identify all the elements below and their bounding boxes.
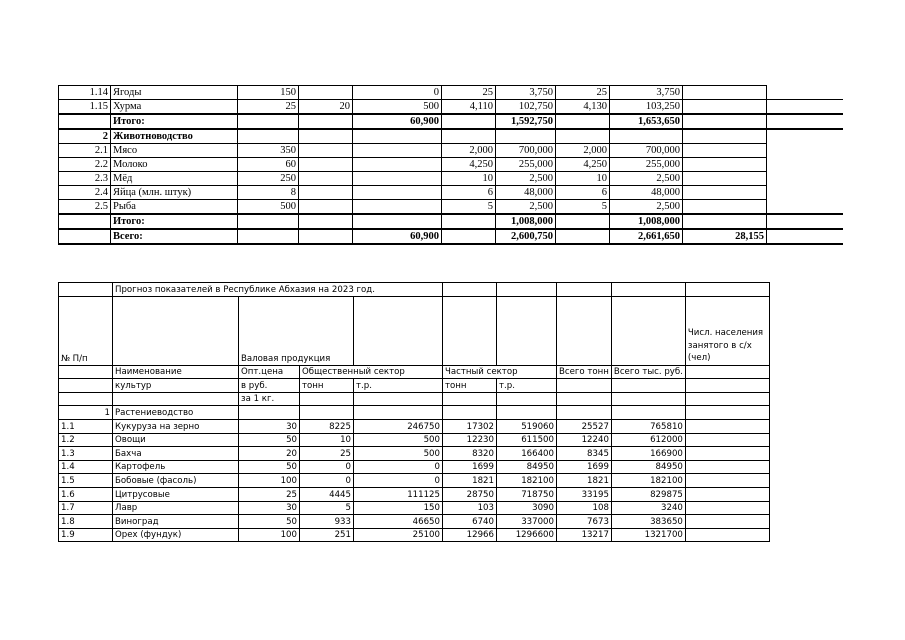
header-tr-1: т.р.	[354, 379, 443, 393]
cell-total-t: 12240	[557, 433, 612, 447]
table-row	[59, 419, 770, 433]
cell-priv-t: 10	[442, 172, 496, 186]
cell-no: 2	[59, 129, 111, 144]
header-total-t: Всего тонн	[557, 365, 612, 379]
cell	[497, 392, 557, 406]
cell-name: Животноводство	[111, 129, 238, 144]
table-row	[59, 474, 770, 488]
cell-priv-t: 8320	[443, 447, 497, 461]
table-row	[59, 487, 770, 501]
cell-no: 1.2	[59, 433, 113, 447]
cell	[685, 392, 769, 406]
cell-name: Итого:	[111, 114, 238, 129]
cell-price: 100	[239, 528, 300, 542]
header-gross: Валовая продукция	[239, 296, 354, 365]
cell-name: Орех (фундук)	[113, 528, 239, 542]
cell-name: Картофель	[113, 460, 239, 474]
cell-priv-tr: 2,600,750	[496, 229, 556, 244]
cell-pop	[683, 214, 767, 229]
cell-pub-t: 20	[299, 100, 353, 115]
table-title: Прогноз показателей в Республике Абхазия на 2023 год.	[113, 283, 443, 297]
cell-total-t: 1821	[557, 474, 612, 488]
cell-name: Бобовые (фасоль)	[113, 474, 239, 488]
cell-priv-tr: 611500	[497, 433, 557, 447]
cell-total-tr: 2,500	[610, 200, 683, 215]
table-row	[59, 433, 770, 447]
cell	[443, 406, 497, 420]
table-row	[59, 200, 843, 215]
cell-pub-tr	[353, 158, 442, 172]
cell-pop	[683, 100, 767, 115]
cell-price: 25	[238, 100, 299, 115]
cell	[685, 460, 769, 474]
cell-priv-tr: 48,000	[496, 186, 556, 200]
cell-total-t: 4,130	[556, 100, 610, 115]
cell	[685, 283, 769, 297]
cell-total-t: 13217	[557, 528, 612, 542]
cell-name: Кукуруза на зерно	[113, 419, 239, 433]
cell-total-tr: 255,000	[610, 158, 683, 172]
table-row	[59, 86, 843, 100]
cell	[497, 296, 557, 365]
cell-pub-t	[299, 144, 353, 158]
cell-priv-t: 4,110	[442, 100, 496, 115]
header-tons-2: тонн	[443, 379, 497, 393]
header-name-2: культур	[113, 379, 239, 393]
title-row	[59, 283, 770, 297]
cell	[239, 406, 300, 420]
cell	[59, 392, 113, 406]
cell-priv-tr: 2,500	[496, 172, 556, 186]
cell-priv-tr: 3,750	[496, 86, 556, 100]
header-price-1: Опт.цена	[239, 365, 300, 379]
table-row	[59, 447, 770, 461]
cell-pub-t	[299, 86, 353, 100]
cell-priv-t	[442, 114, 496, 129]
table-row	[59, 186, 843, 200]
cell	[443, 296, 497, 365]
cell-total-t: 4,250	[556, 158, 610, 172]
cell-total-tr: 3,750	[610, 86, 683, 100]
table-row	[59, 172, 843, 186]
cell-no: 1.3	[59, 447, 113, 461]
cell	[557, 283, 612, 297]
table-row	[59, 129, 843, 144]
lower-table	[58, 282, 770, 542]
cell-price: 30	[239, 501, 300, 515]
upper-table-body	[59, 86, 843, 245]
cell-total-t	[556, 229, 610, 244]
cell	[59, 283, 113, 297]
cell	[611, 406, 685, 420]
header-name-1: Наименование	[113, 365, 239, 379]
cell-pub-tr	[353, 172, 442, 186]
cell	[767, 114, 843, 129]
table-row	[59, 501, 770, 515]
cell-total-tr: 700,000	[610, 144, 683, 158]
cell-price: 500	[238, 200, 299, 215]
cell-pub-tr: 500	[354, 447, 443, 461]
cell	[685, 406, 769, 420]
cell-no	[59, 214, 111, 229]
cell-name: Итого:	[111, 214, 238, 229]
cell-total-t: 25	[556, 86, 610, 100]
cell-priv-tr: 84950	[497, 460, 557, 474]
cell-price: 20	[239, 447, 300, 461]
cell-pub-tr: 0	[353, 86, 442, 100]
lower-table-rows	[59, 419, 770, 541]
cell-pub-t	[299, 172, 353, 186]
cell-price: 250	[238, 172, 299, 186]
cell-name: Рыба	[111, 200, 238, 215]
cell-pub-tr: 60,900	[353, 114, 442, 129]
cell-priv-tr: 337000	[497, 515, 557, 529]
cell-priv-t: 6740	[443, 515, 497, 529]
cell-pub-tr	[353, 129, 442, 144]
cell	[497, 283, 557, 297]
upper-table	[58, 85, 843, 245]
cell-name: Овощи	[113, 433, 239, 447]
cell-name: Ягоды	[111, 86, 238, 100]
header-total-tr: Всего тыс. руб.	[611, 365, 685, 379]
cell	[685, 501, 769, 515]
header-row-1	[59, 296, 770, 365]
cell-no: 2.5	[59, 200, 111, 215]
cell-total-t: 25527	[557, 419, 612, 433]
cell-total-tr: 829875	[611, 487, 685, 501]
cell-pop	[683, 86, 767, 100]
section-no: 1	[59, 406, 113, 420]
cell-no: 2.1	[59, 144, 111, 158]
cell-price	[238, 214, 299, 229]
cell-total-tr: 383650	[611, 515, 685, 529]
cell-total-t: 1699	[557, 460, 612, 474]
cell-price: 8	[238, 186, 299, 200]
cell	[767, 158, 843, 172]
cell-priv-tr: 255,000	[496, 158, 556, 172]
cell	[59, 365, 113, 379]
cell-priv-t	[442, 214, 496, 229]
cell-pub-tr	[353, 186, 442, 200]
cell-no	[59, 114, 111, 129]
cell-pub-t	[299, 129, 353, 144]
cell-pub-tr	[353, 200, 442, 215]
cell-pub-tr: 0	[354, 474, 443, 488]
cell-total-t: 2,000	[556, 144, 610, 158]
header-no: № П/п	[59, 296, 113, 365]
cell-total-t: 33195	[557, 487, 612, 501]
cell	[685, 487, 769, 501]
cell-total-tr: 182100	[611, 474, 685, 488]
cell-priv-tr: 700,000	[496, 144, 556, 158]
cell-pop	[683, 200, 767, 215]
cell	[767, 100, 843, 115]
cell-price: 350	[238, 144, 299, 158]
cell-priv-tr: 3090	[497, 501, 557, 515]
cell-price: 50	[239, 433, 300, 447]
cell-no: 2.4	[59, 186, 111, 200]
cell-name: Молоко	[111, 158, 238, 172]
cell-total-t: 7673	[557, 515, 612, 529]
header-tons-1: тонн	[300, 379, 354, 393]
cell-pub-t: 4445	[300, 487, 354, 501]
cell-pub-tr: 111125	[354, 487, 443, 501]
cell-total-t	[556, 214, 610, 229]
cell-total-tr: 48,000	[610, 186, 683, 200]
cell-priv-t: 12966	[443, 528, 497, 542]
cell-pub-tr: 246750	[354, 419, 443, 433]
section-name: Растениеводство	[113, 406, 239, 420]
cell-price	[238, 229, 299, 244]
cell-priv-t	[442, 229, 496, 244]
cell-total-tr: 765810	[611, 419, 685, 433]
cell-pub-tr: 150	[354, 501, 443, 515]
cell-name: Лавр	[113, 501, 239, 515]
cell-pub-tr	[353, 144, 442, 158]
cell	[685, 474, 769, 488]
cell-total-tr: 1321700	[611, 528, 685, 542]
cell-pub-tr: 500	[353, 100, 442, 115]
cell-total-t: 10	[556, 172, 610, 186]
cell-pop	[683, 158, 767, 172]
table-row	[59, 460, 770, 474]
cell-total-t: 6	[556, 186, 610, 200]
cell	[354, 296, 443, 365]
cell-price	[238, 114, 299, 129]
cell	[113, 296, 239, 365]
cell-name: Цитрусовые	[113, 487, 239, 501]
cell-priv-t	[442, 129, 496, 144]
table-row	[59, 144, 843, 158]
table-row	[59, 158, 843, 172]
cell	[685, 365, 769, 379]
cell-pop	[683, 172, 767, 186]
table-row	[59, 515, 770, 529]
cell-pop	[683, 186, 767, 200]
cell	[685, 419, 769, 433]
cell	[59, 379, 113, 393]
lower-table-body	[59, 283, 770, 420]
cell	[611, 296, 685, 365]
cell	[767, 214, 843, 229]
cell-priv-tr: 519060	[497, 419, 557, 433]
cell-no: 1.5	[59, 474, 113, 488]
cell-pub-tr: 60,900	[353, 229, 442, 244]
cell	[767, 186, 843, 200]
cell-priv-tr: 1,592,750	[496, 114, 556, 129]
cell	[557, 392, 612, 406]
cell	[611, 283, 685, 297]
cell-pub-t: 933	[300, 515, 354, 529]
header-population: Числ. населения занятого в с/х (чел)	[685, 296, 769, 365]
cell	[767, 172, 843, 186]
cell-pop	[683, 144, 767, 158]
cell-no: 1.14	[59, 86, 111, 100]
cell-no: 1.9	[59, 528, 113, 542]
cell-total-tr: 3240	[611, 501, 685, 515]
cell-total-tr: 84950	[611, 460, 685, 474]
table-row	[59, 100, 843, 115]
cell-pub-t	[299, 214, 353, 229]
header-public: Общественный сектор	[300, 365, 443, 379]
cell-priv-t: 6	[442, 186, 496, 200]
cell-pop: 28,155	[683, 229, 767, 244]
header-private: Частный сектор	[443, 365, 557, 379]
cell-pub-tr: 25100	[354, 528, 443, 542]
cell-pub-t: 25	[300, 447, 354, 461]
cell-price: 30	[239, 419, 300, 433]
cell	[354, 392, 443, 406]
cell-name: Бахча	[113, 447, 239, 461]
cell	[767, 129, 843, 144]
cell	[113, 392, 239, 406]
cell-priv-tr: 102,750	[496, 100, 556, 115]
cell-total-tr: 2,500	[610, 172, 683, 186]
cell-no: 1.1	[59, 419, 113, 433]
cell-no: 1.7	[59, 501, 113, 515]
cell-priv-tr: 1,008,000	[496, 214, 556, 229]
cell	[611, 392, 685, 406]
cell	[685, 433, 769, 447]
cell	[767, 229, 843, 244]
cell-pub-t: 0	[300, 474, 354, 488]
cell-pub-t: 10	[300, 433, 354, 447]
cell-priv-t: 25	[442, 86, 496, 100]
cell-pub-t	[299, 229, 353, 244]
cell-priv-tr: 718750	[497, 487, 557, 501]
cell-no: 1.6	[59, 487, 113, 501]
cell-priv-tr: 166400	[497, 447, 557, 461]
cell	[557, 379, 612, 393]
cell-priv-t: 4,250	[442, 158, 496, 172]
cell-priv-t: 1699	[443, 460, 497, 474]
header-row-2	[59, 365, 770, 379]
cell	[354, 406, 443, 420]
cell-total-t: 8345	[557, 447, 612, 461]
header-tr-2: т.р.	[497, 379, 557, 393]
cell-total-t: 108	[557, 501, 612, 515]
cell	[685, 447, 769, 461]
cell	[300, 406, 354, 420]
cell-pub-t	[299, 114, 353, 129]
cell	[497, 406, 557, 420]
cell	[300, 392, 354, 406]
header-row-4	[59, 392, 770, 406]
cell-pub-t: 0	[300, 460, 354, 474]
cell-price: 100	[239, 474, 300, 488]
cell-priv-t: 5	[442, 200, 496, 215]
cell-pop	[683, 114, 767, 129]
cell-total-t	[556, 129, 610, 144]
cell-total-tr: 1,653,650	[610, 114, 683, 129]
cell-priv-tr	[496, 129, 556, 144]
cell	[443, 283, 497, 297]
cell-price	[238, 129, 299, 144]
cell	[685, 379, 769, 393]
cell-no: 2.2	[59, 158, 111, 172]
cell-total-tr: 1,008,000	[610, 214, 683, 229]
cell-total-tr: 612000	[611, 433, 685, 447]
cell-pub-tr: 0	[354, 460, 443, 474]
cell-pub-t: 5	[300, 501, 354, 515]
header-price-2: в руб.	[239, 379, 300, 393]
cell-pub-tr: 500	[354, 433, 443, 447]
cell-price: 150	[238, 86, 299, 100]
table-row	[59, 214, 843, 229]
cell	[443, 392, 497, 406]
cell-priv-t: 28750	[443, 487, 497, 501]
cell	[685, 515, 769, 529]
table-row	[59, 229, 843, 244]
cell-total-tr	[610, 129, 683, 144]
cell-price: 50	[239, 515, 300, 529]
cell-pub-t: 8225	[300, 419, 354, 433]
cell	[767, 144, 843, 158]
cell-name: Всего:	[111, 229, 238, 244]
cell-pub-t	[299, 158, 353, 172]
cell-name: Виноград	[113, 515, 239, 529]
cell-priv-t: 17302	[443, 419, 497, 433]
cell-price: 50	[239, 460, 300, 474]
cell	[685, 528, 769, 542]
cell-pub-t	[299, 186, 353, 200]
cell	[767, 86, 843, 100]
cell-priv-tr: 182100	[497, 474, 557, 488]
header-row-3	[59, 379, 770, 393]
cell-total-t	[556, 114, 610, 129]
cell-pub-t: 251	[300, 528, 354, 542]
cell-no: 1.8	[59, 515, 113, 529]
cell-total-tr: 2,661,650	[610, 229, 683, 244]
cell-name: Яйца (млн. штук)	[111, 186, 238, 200]
table-row	[59, 528, 770, 542]
header-price-3: за 1 кг.	[239, 392, 300, 406]
cell-pub-tr	[353, 214, 442, 229]
cell-pub-tr: 46650	[354, 515, 443, 529]
cell-priv-t: 2,000	[442, 144, 496, 158]
cell-priv-t: 103	[443, 501, 497, 515]
cell-name: Мясо	[111, 144, 238, 158]
cell-pop	[683, 129, 767, 144]
cell-no: 1.15	[59, 100, 111, 115]
cell-total-t: 5	[556, 200, 610, 215]
cell	[557, 406, 612, 420]
section-row	[59, 406, 770, 420]
cell-total-tr: 166900	[611, 447, 685, 461]
cell-no	[59, 229, 111, 244]
cell-priv-t: 1821	[443, 474, 497, 488]
table-row	[59, 114, 843, 129]
cell-priv-t: 12230	[443, 433, 497, 447]
cell-price: 25	[239, 487, 300, 501]
cell-total-tr: 103,250	[610, 100, 683, 115]
cell	[611, 379, 685, 393]
cell-priv-tr: 2,500	[496, 200, 556, 215]
cell-price: 60	[238, 158, 299, 172]
cell-pub-t	[299, 200, 353, 215]
cell-no: 1.4	[59, 460, 113, 474]
cell	[557, 296, 612, 365]
cell-name: Хурма	[111, 100, 238, 115]
cell-priv-tr: 1296600	[497, 528, 557, 542]
cell-name: Мёд	[111, 172, 238, 186]
cell	[767, 200, 843, 215]
cell-no: 2.3	[59, 172, 111, 186]
